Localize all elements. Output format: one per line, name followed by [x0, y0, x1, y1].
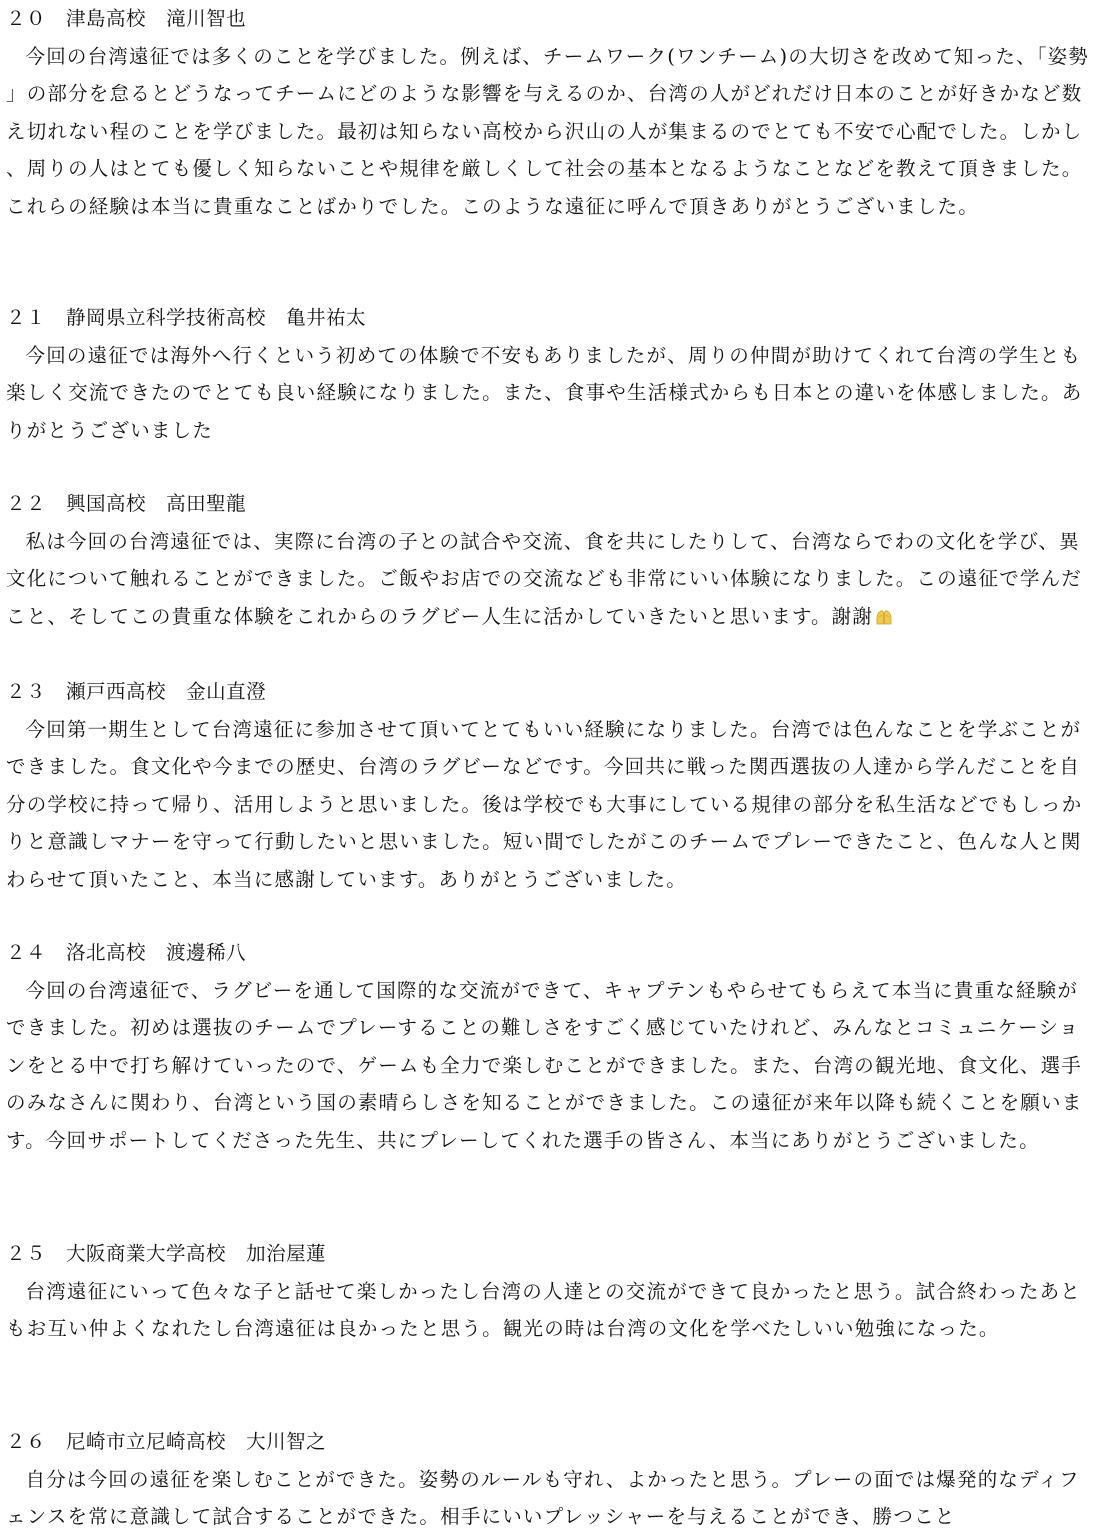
entry-body: 今回の台湾遠征では多くのことを学びました。例えば、チームワーク(ワンチーム)の大切さを改めて知った、「姿勢」の部分を怠るとどうなってチームにどのような影響を与えるのか、台湾の人がどれだけ日本のことが好きかなど数え切れない程のことを学びました。最初は知らない高校から沢山の人が集まるのでとても不安で心配でした。しかし、周りの人はとても優しく知らないことや規律を厳しくして社会の基本となるようなことなどを教えて頂きました。これらの経験は本当に貴重なことばかりでした。このような遠征に呼んで頂きありがとうございました。 — [6, 44, 1090, 218]
entry-header — [6, 1235, 1094, 1273]
entry-26 — [6, 1423, 1094, 1536]
entry-21 — [6, 299, 1094, 449]
school-name: 尼崎市立尼崎高校 — [66, 1430, 227, 1453]
praying-hands-emoji-icon — [874, 609, 894, 625]
entry-number: ２０ — [6, 7, 47, 30]
entry-header — [6, 485, 1094, 523]
school-name: 静岡県立科学技術高校 — [66, 306, 267, 329]
entry-header — [6, 673, 1094, 711]
entry-header — [6, 0, 1094, 38]
entry-header — [6, 299, 1094, 337]
entry-number: ２４ — [6, 941, 47, 964]
entry-body: 自分は今回の遠征を楽しむことができた。姿勢のルールも守れ、よかったと思う。プレーの面では爆発的なディフェンスを常に意識して試合することができた。相手にいいプレッシャーを与えることができ、勝つこと — [6, 1467, 1080, 1529]
entry-body: 今回の遠征では海外へ行くという初めての体験で不安もありましたが、周りの仲間が助けてくれて台湾の学生とも楽しく交流できたのでとても良い経験になりました。また、食事や生活様式からも日本との違いを体感しました。ありがとうございました — [6, 343, 1083, 442]
school-name: 瀬戸西高校 — [66, 680, 167, 703]
entry-body — [6, 523, 1094, 636]
entry-number: ２２ — [6, 492, 47, 515]
entry-23 — [6, 673, 1094, 899]
entry-body: 今回第一期生として台湾遠征に参加させて頂いてとてもいい経験になりました。台湾では色んなことを学ぶことができました。食文化や今までの歴史、台湾のラグビーなどです。今回共に戦った関西選抜の人達から学んだことを自分の学校に持って帰り、活用しようと思いました。後は学校でも大事にしている規律の部分を私生活などでもしっかりと意識しマナーを守って行動したいと思いました。短い間でしたがこのチームでプレーできたこと、色んな人と関わらせて頂いたこと、本当に感謝しています。ありがとうございました。 — [6, 717, 1083, 891]
entry-20 — [6, 0, 1094, 226]
entry-body: 今回の台湾遠征で、ラグビーを通して国際的な交流ができて、キャプテンもやらせてもらえて本当に貴重な経験ができました。初めは選抜のチームでプレーすることの難しさをすごく感じていたけれど、みんなとコミュニケーションをとる中で打ち解けていったので、ゲームも全力で楽しむことができました。また、台湾の観光地、食文化、選手のみなさんに関わり、台湾という国の素晴らしさを知ることができました。この遠征が来年以降も続くことを願います。今回サポートしてくださった先生、共にプレーしてくれた選手の皆さん、本当にありがとうございました。 — [6, 978, 1083, 1152]
school-name: 興国高校 — [66, 492, 147, 515]
entry-number: ２６ — [6, 1430, 47, 1453]
entry-25 — [6, 1235, 1094, 1348]
student-name: 滝川智也 — [166, 7, 247, 30]
entry-body-text: 私は今回の台湾遠征では、実際に台湾の子との試合や交流、食を共にしたりして、台湾ならでわの文化を学び、異文化について触れることができました。ご飯やお店での交流なども非常にいい体験になりました。この遠征で学んだこと、そしてこの貴重な体験をこれからのラグビー人生に活かしていきたいと思います。謝謝 — [6, 529, 1083, 628]
entry-22 — [6, 485, 1094, 635]
school-name: 津島高校 — [66, 7, 147, 30]
entry-header — [6, 1423, 1094, 1461]
school-name: 大阪商業大学高校 — [66, 1242, 227, 1265]
entry-number: ２１ — [6, 306, 47, 329]
student-name: 渡邊稀八 — [166, 941, 247, 964]
entry-number: ２５ — [6, 1242, 47, 1265]
entry-24 — [6, 934, 1094, 1160]
student-name: 金山直澄 — [186, 680, 267, 703]
entry-header — [6, 934, 1094, 972]
student-name: 亀井祐太 — [286, 306, 367, 329]
entry-number: ２３ — [6, 680, 47, 703]
student-name: 大川智之 — [246, 1430, 327, 1453]
student-name: 高田聖龍 — [166, 492, 247, 515]
school-name: 洛北高校 — [66, 941, 147, 964]
student-name: 加治屋蓮 — [246, 1242, 327, 1265]
entry-body: 台湾遠征にいって色々な子と話せて楽しかったし台湾の人達との交流ができて良かったと思う。試合終わったあともお互い仲よくなれたし台湾遠征は良かったと思う。観光の時は台湾の文化を学べたしいい勉強になった。 — [6, 1279, 1082, 1341]
